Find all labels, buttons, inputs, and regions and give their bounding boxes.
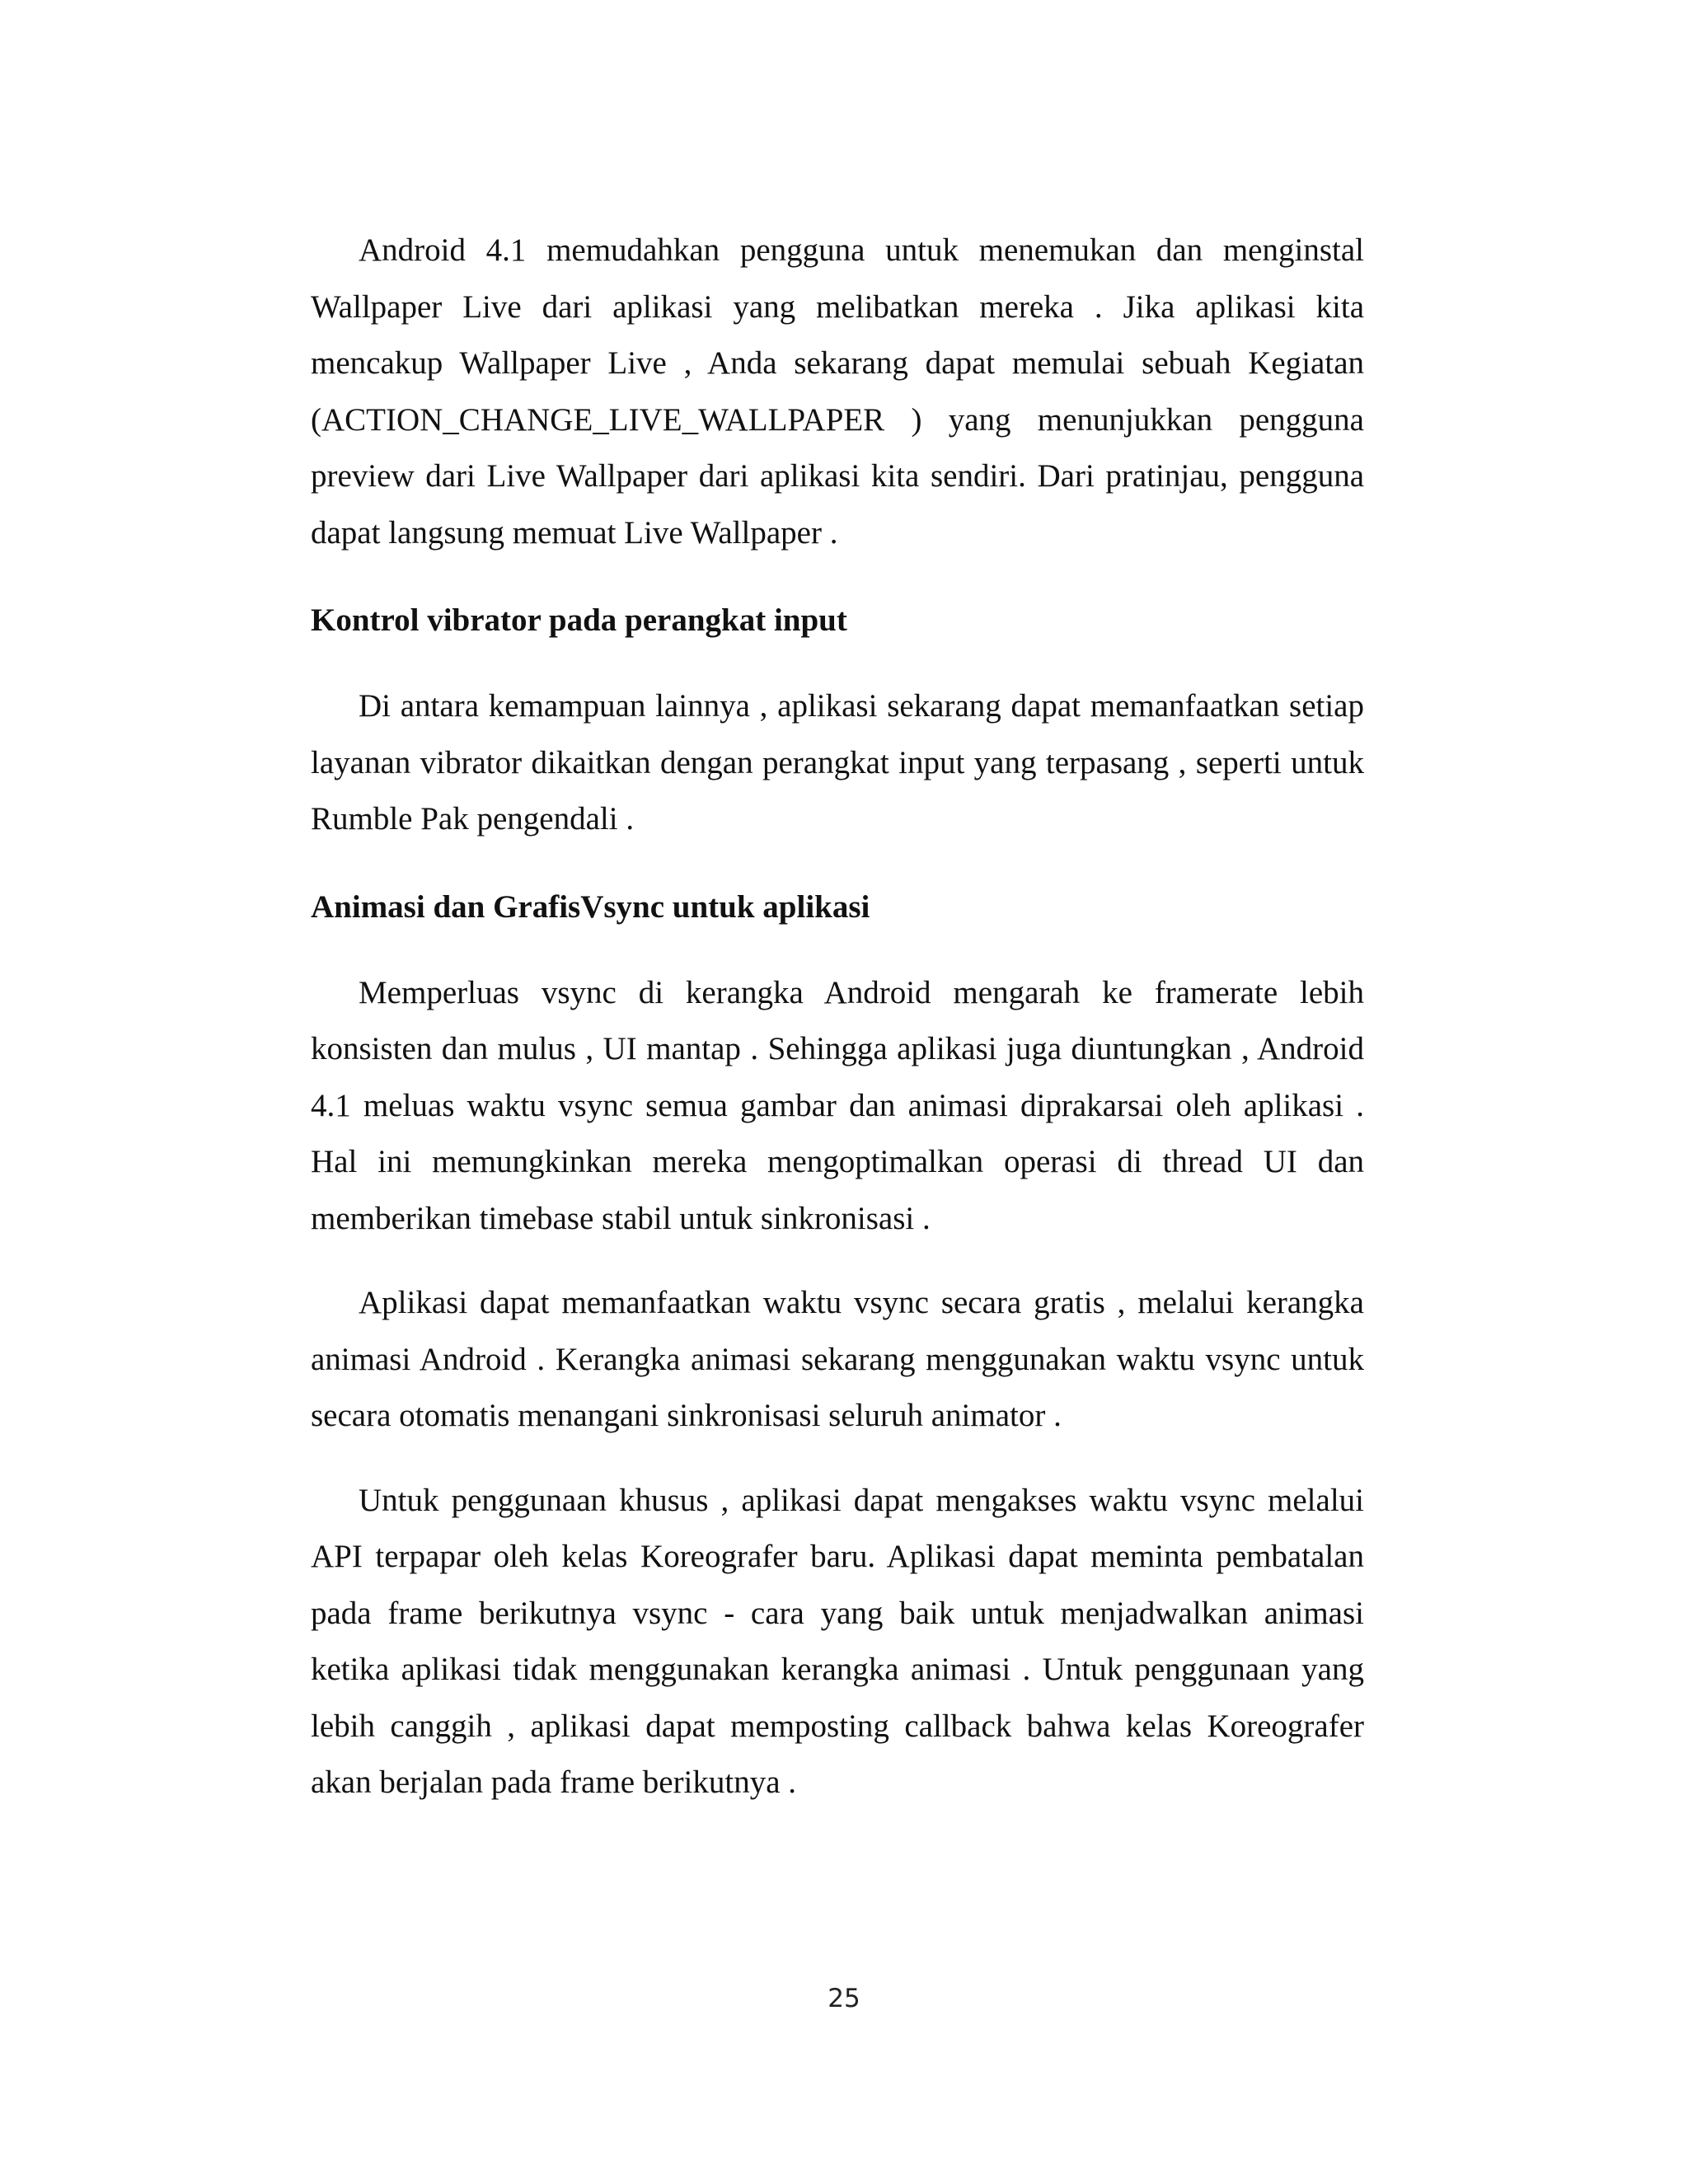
document-body [311, 223, 1364, 1811]
paragraph-vsync-animation-framework: Aplikasi dapat memanfaatkan waktu vsync secara gratis , melalui kerangka animasi Android . Kerangka animasi sekarang menggunakan waktu vsync untuk secara otomatis menangani sinkronisasi seluruh animator . [311, 1285, 1364, 1433]
paragraph-live-wallpaper: Android 4.1 memudahkan pengguna untuk menemukan dan menginstal Wallpaper Live dari aplikasi yang melibatkan mereka . Jika aplikasi kita mencakup Wallpaper Live , Anda sekarang dapat memulai sebuah Kegiatan (ACTION_CHANGE_LIVE_WALLPAPER ) yang menunjukkan pengguna preview dari Live Wallpaper dari aplikasi kita sendiri. Dari pratinjau, pengguna dapat langsung memuat Live Wallpaper . [311, 232, 1364, 551]
paragraph-vibrator: Di antara kemampuan lainnya , aplikasi sekarang dapat memanfaatkan setiap layanan vibrator dikaitkan dengan perangkat input yang terpasang , seperti untuk Rumble Pak pengendali . [311, 688, 1364, 837]
page-number: 25 [828, 1984, 860, 2013]
heading-vsync-animation: Animasi dan GrafisVsync untuk aplikasi [311, 888, 870, 925]
heading-vibrator-control: Kontrol vibrator pada perangkat input [311, 602, 847, 638]
paragraph-choreographer: Untuk penggunaan khusus , aplikasi dapat mengakses waktu vsync melalui API terpapar oleh kelas Koreografer baru. Aplikasi dapat meminta pembatalan pada frame berikutnya vsync - cara yang baik untuk menjadwalkan animasi ketika aplikasi tidak menggunakan kerangka animasi . Untuk penggunaan yang lebih canggih , aplikasi dapat memposting callback bahwa kelas Koreografer akan berjalan pada frame berikutnya . [311, 1482, 1364, 1800]
paragraph-vsync-framework: Memperluas vsync di kerangka Android mengarah ke framerate lebih konsisten dan mulus , UI mantap . Sehingga aplikasi juga diuntungkan , Android 4.1 meluas waktu vsync semua gambar dan animasi diprakarsai oleh aplikasi . Hal ini memungkinkan mereka mengoptimalkan operasi di thread UI dan memberikan timebase stabil untuk sinkronisasi . [311, 974, 1364, 1236]
